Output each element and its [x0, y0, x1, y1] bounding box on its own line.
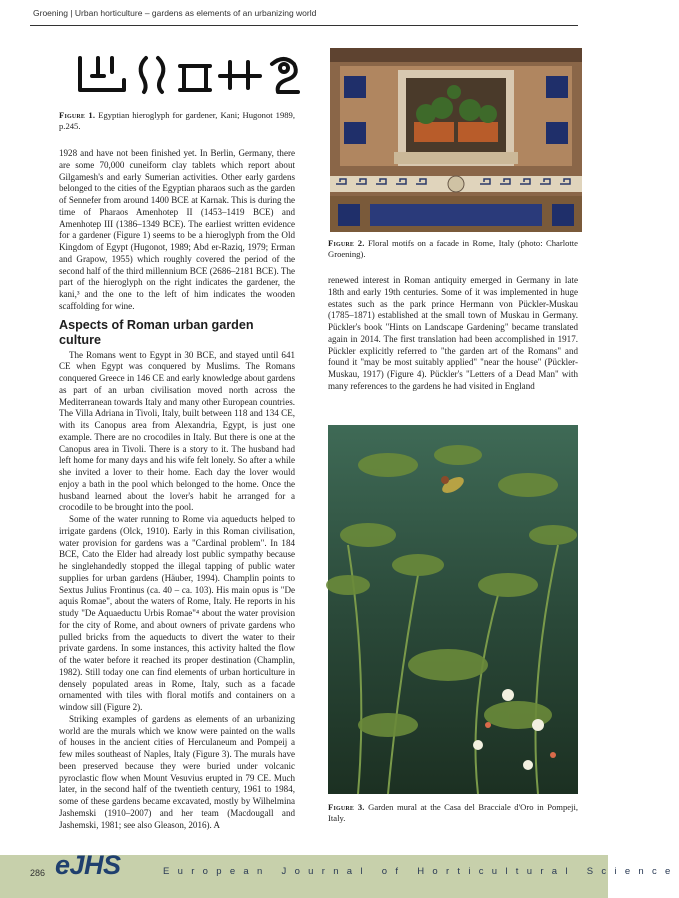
section-heading: Aspects of Roman urban garden culture: [59, 317, 254, 347]
paragraph-murals: Striking examples of gardens as elements of an urbanizing world are the murals which we know were painted on the walls of houses in the ancient cities of Herculaneum and Pompeij a few miles southeast of Naples, Italy (Figure 3). The murals have been preserved because they were buried under volcanic pyroclastic flow when Mount Vesuvius erupted in 79 CE. Much later, in the second half of the twentieth century, 1961 to 1984, some of these gardens became excavated, mostly by Wilhelmina Jashemski (1910–2007) and her team (Macdougall and Jashemski, 1981; see also Gleason, 2016). A: [59, 713, 295, 830]
figure-3-caption-text: Garden mural at the Casa del Bracciale d'Oro in Pompeji, Italy.: [328, 802, 578, 823]
garden-mural-illustration: [328, 425, 578, 794]
header-rule: [30, 25, 578, 26]
figure-2-caption: [328, 238, 578, 260]
figure-2-caption-text: Floral motifs on a facade in Rome, Italy (photo: Charlotte Groening).: [328, 238, 578, 259]
figure-1-caption: [59, 110, 295, 132]
paragraph-aqueducts: Some of the water running to Rome via aqueducts helped to irrigate gardens (Olck, 1910). Early in this Roman civilisation, water provision for gardens was a "Cardinal problem". In 184 BCE, Cato the Elder had already lost public sympathy because he singlehandedly stopped the illegal tapping of public water supplies for urban gardens (Häuber, 1994). Champlin points to Sextus Julius Frontinus (ca. 40 – ca. 103). His main opus is "De aquis Romae", about the waters of Rome, Italy. He reports in his study "De Aquaeductu Urbis Romae"⁴ about the water provision for the city of Rome, and about owners of private gardens who pulled bricks from the aqueducts to divert the water to their private gardens. In some instances, this activity halted the flow of the water before it reached its proper destination (Champlin, 1982). Still today one can find elements of urban horticulture in densely populated areas in Rome, Italy, such as a facade ornamented with tiles with floral motifs and containers on a window sill (Figure 2).: [59, 514, 295, 712]
figure-2-label: Figure 2.: [328, 238, 365, 248]
paragraph-romans: The Romans went to Egypt in 30 BCE, and stayed until 641 CE when Egypt was conquered by Muslims. The Romans conquered Greece in 146 CE and early knowledge about gardens as part of an urban civilisation moved north across the Mediterranean towards Italy and many other European countries. The Villa Adriana in Tivoli, Italy, built between 118 and 134 CE, with its Canopus area from Alexandria, Egypt, is just one example. There are no crocodiles in Italy. But there is one at the Canopus area in Tivoli. There is a story to it. The husband had left home for many days and his wife felt lonely. So after a while she invited a lover to their home. Each day the lover would enjoy a bath in the pool which belonged to the home. Once the husband learned about the lover's habit he arranged for a crocodile to be brought into the pool.: [59, 349, 295, 513]
paragraph-intro: 1928 and have not been finished yet. In Berlin, Germany, there are some 70,000 cuneiform clay tablets which report about Gilgamesh's and early Sumerian activities. Other early gardens belonged to the cities of the Egyptian pharaos such as the garden of Sennefer from around 1400 BCE at Karnak. This is during the time of Pharaos Amenhotep II (1453–1419 BCE) and Amenhotep III (1386–1349 BCE). The earliest written evidence for a gardener (Figure 1) seems to be a hieroglyph from the Old Kingdom of Egypt (Hugonot, 1989; Abd er-Raziq, 1979; Erman and Grapow, 1955) which roughly covered the period of the second half of the third millennium BCE (2686–2181 BCE). The part of the hieroglyph on the right indicates the gardener, the kani,³ and the one to the left of him indicates the wooden scaffolding for wine.: [59, 148, 295, 311]
figure-3-label: Figure 3.: [328, 802, 365, 812]
hieroglyph-figure: [72, 46, 306, 102]
figure-3-caption: [328, 802, 578, 824]
journal-name: European Journal of Horticultural Science: [163, 866, 679, 877]
figure-2-photo: [330, 48, 582, 232]
figure-1-label: Figure 1.: [59, 110, 96, 120]
journal-logo: eJHS: [55, 850, 121, 880]
page-number: 286: [30, 868, 46, 878]
figure-3-photo: [328, 425, 578, 794]
facade-illustration: [330, 48, 582, 232]
paragraph-renewed-interest: renewed interest in Roman antiquity emerged in Germany in late 18th and early 19th centuries. Some of it was implemented in huge estates such as the park prince Hermann von Pückler-Muskau (1785–1871) established at the small town of Muskau in Germany. Pückler's book "Hints on Landscape Gardening" became translated again in 2014. The first translation had been accomplished in 1917. Pückler explicitly referred to "the garden art of the Romans" and found it "may be most suitably applied" "near the house" (Pückler-Muskau, 1917) (Figure 4). Pückler's "Letters of a Dead Man" with many references to the gardens he had visited in England: [328, 275, 578, 391]
running-header: Groening | Urban horticulture – gardens as elements of an urbanizing world: [33, 8, 317, 18]
figure-1-caption-text: Egyptian hieroglyph for gardener, Kani; Hugonot 1989, p.245.: [59, 110, 295, 131]
